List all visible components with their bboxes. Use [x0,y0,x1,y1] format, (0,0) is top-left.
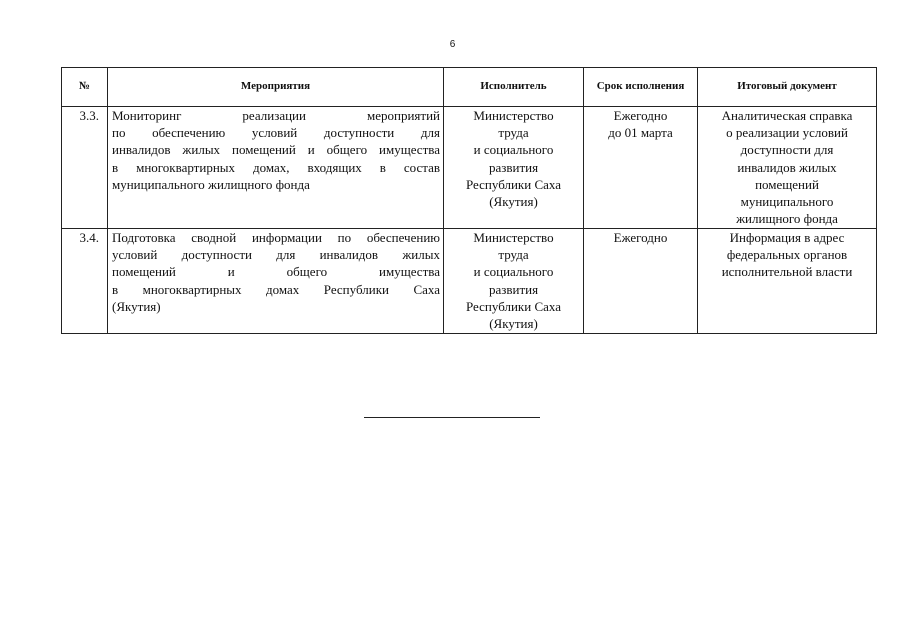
text-line: муниципального жилищного фонда [112,176,310,192]
row-number: 3.3. [62,107,108,229]
text-line: инвалидов жилых [737,159,837,175]
text-line: Подготовка сводной информации по обеспечению [112,230,440,245]
text-line: до 01 марта [608,125,673,141]
text-line: в многоквартирных домах, входящих в состав [112,159,440,175]
executor-cell [444,107,584,229]
text-line: (Якутия) [489,316,538,332]
text-line: помещений [755,176,819,192]
text-line: Министерство [473,230,554,245]
text-line: Аналитическая справка [721,108,853,123]
header-document: Итоговый документ [698,68,877,107]
text-line: в многоквартирных домах Республики Саха [112,281,440,297]
document-cell [698,229,877,334]
text-line: Информация в адрес [729,230,845,245]
text-line: инвалидов жилых помещений и общего имущества [112,142,440,158]
deadline-cell [584,107,698,229]
text-line: труда [498,125,529,141]
text-line: развития [488,281,539,297]
text-line: Республики Саха [465,176,561,192]
row-number: 3.4. [62,229,108,334]
activities-table [61,67,877,334]
text-line: и социального [473,142,554,158]
text-line: помещений и общего имущества [112,264,440,280]
text-line: федеральных органов [726,247,848,263]
text-line: Ежегодно [613,230,668,245]
header-activity: Мероприятия [108,68,444,107]
footer-divider [364,417,540,418]
header-deadline: Срок исполнения [584,68,698,107]
text-line: (Якутия) [112,298,161,314]
activity-cell [108,107,444,229]
text-line: доступности для [740,142,834,158]
document-cell [698,107,877,229]
text-line: Министерство [473,108,554,123]
text-line: исполнительной власти [721,264,853,280]
text-line: Ежегодно [613,108,668,123]
header-executor: Исполнитель [444,68,584,107]
table-row [62,229,877,334]
activity-cell [108,229,444,334]
text-line: развития [488,159,539,175]
deadline-cell [584,229,698,334]
text-line: муниципального [740,194,834,210]
text-line: жилищного фонда [736,211,838,227]
table-row [62,107,877,229]
header-num: № [62,68,108,107]
text-line: (Якутия) [489,194,538,210]
table-header-row [62,68,877,107]
page-number: 6 [449,39,456,50]
text-line: Республики Саха [465,298,561,314]
executor-cell [444,229,584,334]
text-line: труда [498,247,529,263]
text-line: о реализации условий [726,125,848,141]
text-line: по обеспечению условий доступности для [112,125,440,141]
text-line: условий доступности для инвалидов жилых [112,247,440,263]
text-line: Мониторинг реализации мероприятий [112,108,440,123]
text-line: и социального [473,264,554,280]
